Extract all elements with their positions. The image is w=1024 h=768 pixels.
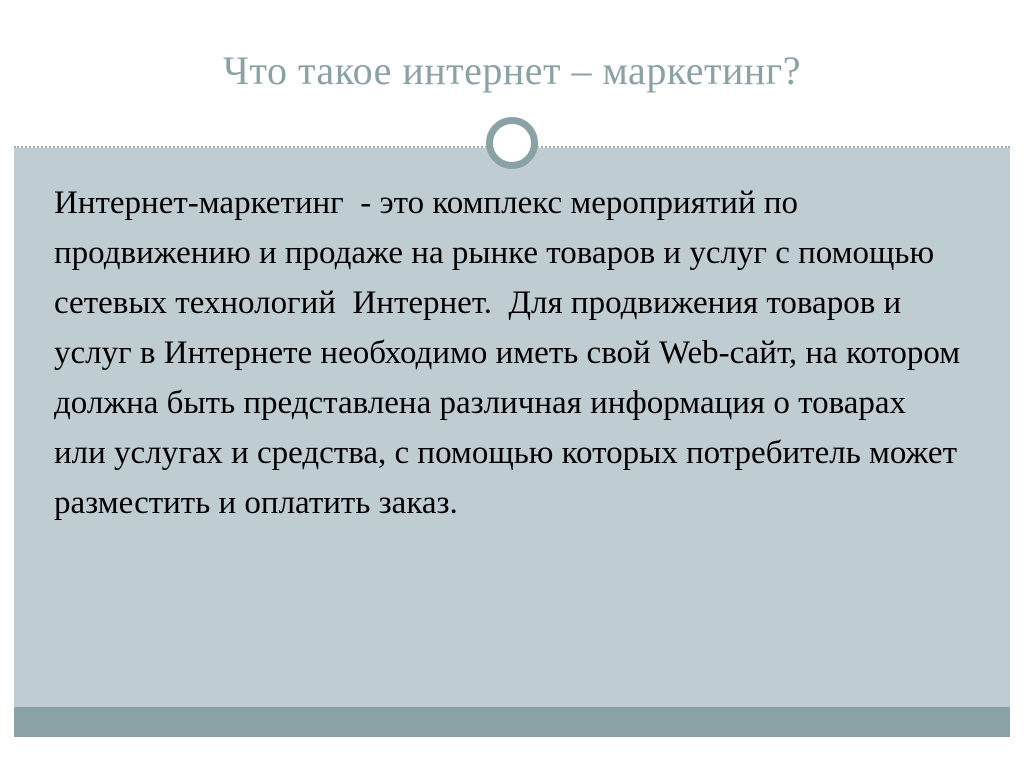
bottom-accent-bar (14, 707, 1010, 737)
body-paragraph: Интернет-маркетинг - это комплекс мероприятий по продвижению и продаже на рынке товаров и услуг с помощью сетевых технологий Интернет. Для продвижения товаров и услуг в Интернете необходимо иметь свой Web-сайт, на котором должна быть представлена различная информация о товарах или услугах и средства, с помощью которых потребитель может разместить и оплатить заказ. (54, 185, 969, 521)
page-title: Что такое интернет – маркетинг? (223, 48, 801, 93)
body-panel (14, 148, 1010, 707)
ring-ornament-icon (486, 117, 538, 169)
